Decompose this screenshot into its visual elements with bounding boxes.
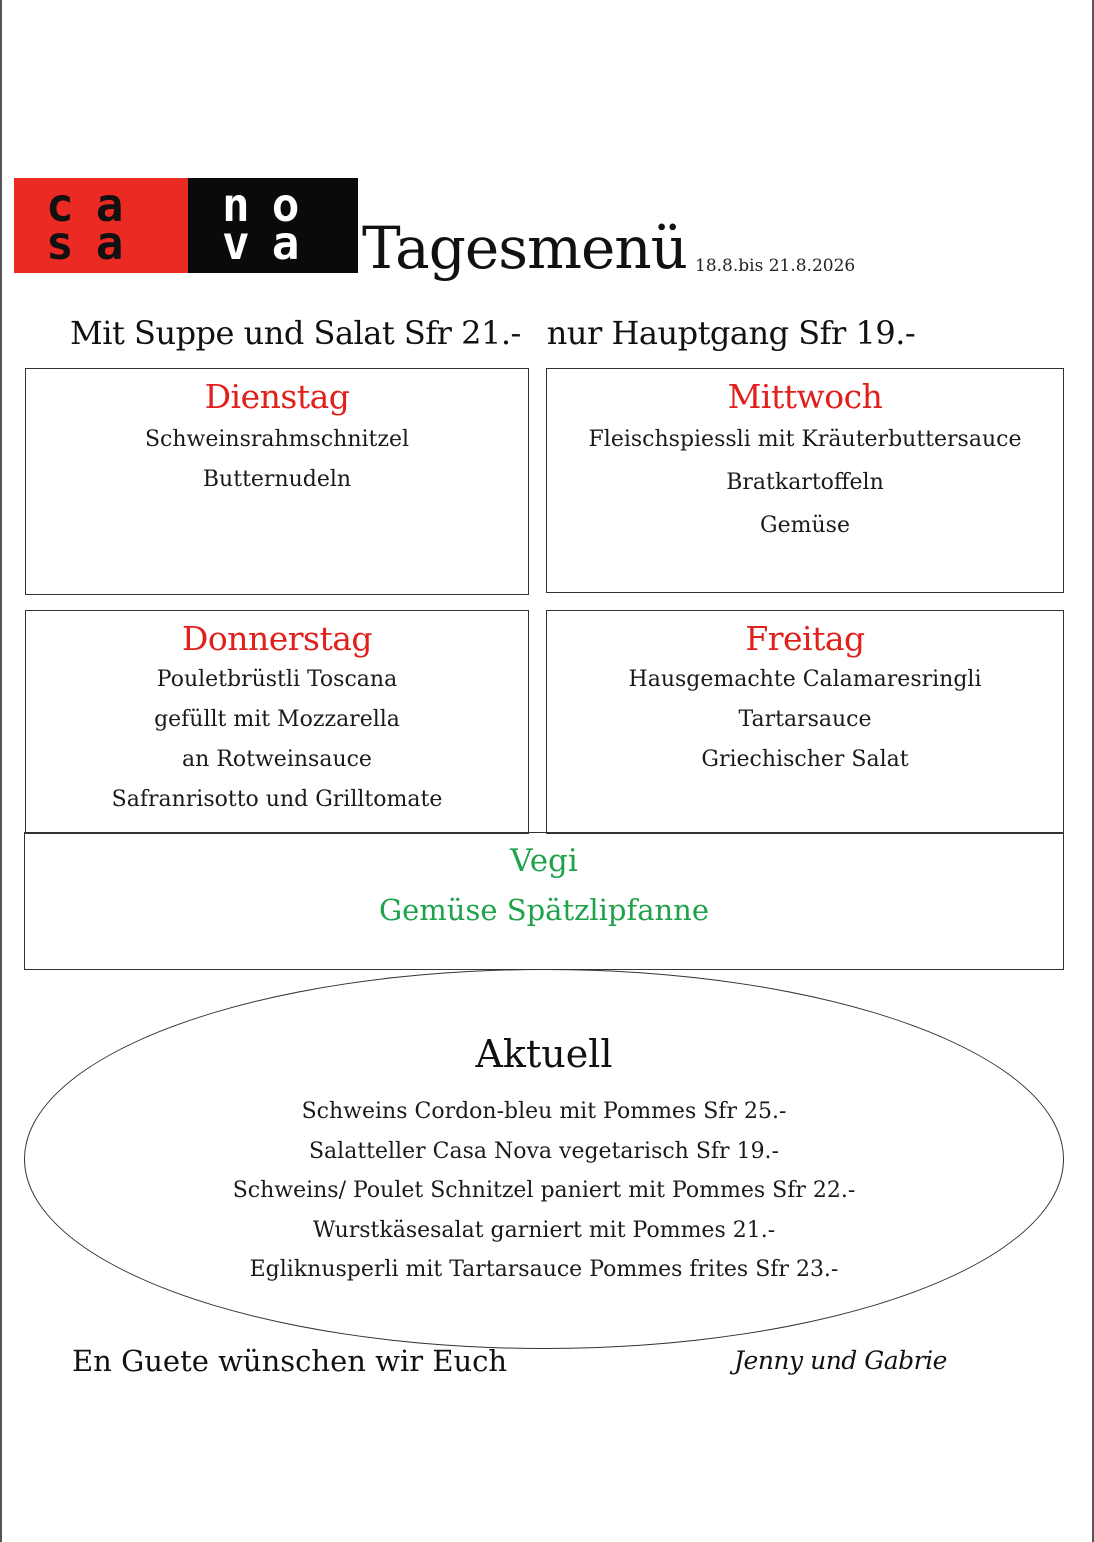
day-title: Freitag: [745, 619, 865, 658]
aktuell-item: Salatteller Casa Nova vegetarisch Sfr 19.-: [308, 1138, 779, 1164]
vegi-dish: Gemüse Spätzlipfanne: [378, 893, 710, 927]
signature: Jenny und Gabrie: [734, 1346, 947, 1375]
logo-no: no: [222, 178, 322, 232]
logo-black-block: [188, 178, 358, 273]
dish-item: Bratkartoffeln: [726, 470, 884, 495]
logo-va: va: [222, 216, 322, 270]
dish-item: Safranrisotto und Grilltomate: [111, 787, 443, 812]
price-with-soup: Mit Suppe und Salat Sfr 21.-: [70, 314, 521, 352]
dish-item: Hausgemachte Calamaresringli: [628, 667, 982, 692]
dish-item: Pouletbrüstli Toscana: [156, 667, 398, 692]
logo-sa: sa: [46, 216, 146, 270]
dish-item: Tartarsauce: [738, 707, 872, 732]
dish-item: an Rotweinsauce: [182, 747, 372, 772]
aktuell-ellipse: [24, 969, 1064, 1349]
dish-item: Fleischspiessli mit Kräuterbuttersauce: [588, 427, 1022, 452]
aktuell-item: Wurstkäsesalat garniert mit Pommes 21.-: [312, 1217, 776, 1243]
day-box-dienstag: [25, 368, 529, 595]
day-box-donnerstag: [25, 610, 529, 834]
day-title: Dienstag: [204, 377, 350, 416]
day-box-mittwoch: [546, 368, 1064, 593]
dish-item: Griechischer Salat: [701, 747, 909, 772]
logo-red-block: [14, 178, 188, 273]
vegi-title: Vegi: [510, 843, 578, 879]
aktuell-list: [25, 1092, 1063, 1290]
dish-item: Butternudeln: [202, 467, 352, 492]
day-title: Mittwoch: [727, 377, 883, 416]
dish-item: Gemüse: [760, 513, 850, 538]
aktuell-title: Aktuell: [475, 1032, 613, 1076]
price-main-only: nur Hauptgang Sfr 19.-: [546, 314, 916, 352]
aktuell-item: Schweins/ Poulet Schnitzel paniert mit Pommes Sfr 22.-: [232, 1178, 856, 1203]
vegi-box: [24, 832, 1064, 970]
logo-text-right: [222, 178, 322, 270]
casa-nova-logo: [14, 178, 358, 273]
dish-item: gefüllt mit Mozzarella: [154, 707, 400, 732]
day-box-freitag: [546, 610, 1064, 834]
date-range: 18.8.bis 21.8.2026: [695, 256, 856, 276]
page-title: Tagesmenü: [362, 214, 688, 282]
aktuell-item: Egliknusperli mit Tartarsauce Pommes frites Sfr 23.-: [249, 1257, 839, 1282]
dish-item: Schweinsrahmschnitzel: [144, 427, 410, 452]
aktuell-item: Schweins Cordon-bleu mit Pommes Sfr 25.-: [301, 1099, 787, 1124]
footer-greeting: En Guete wünschen wir Euch: [72, 1344, 508, 1378]
logo-ca: ca: [46, 178, 146, 232]
price-line: [70, 314, 915, 352]
day-title: Donnerstag: [181, 619, 373, 658]
logo-text-left: [46, 178, 146, 270]
